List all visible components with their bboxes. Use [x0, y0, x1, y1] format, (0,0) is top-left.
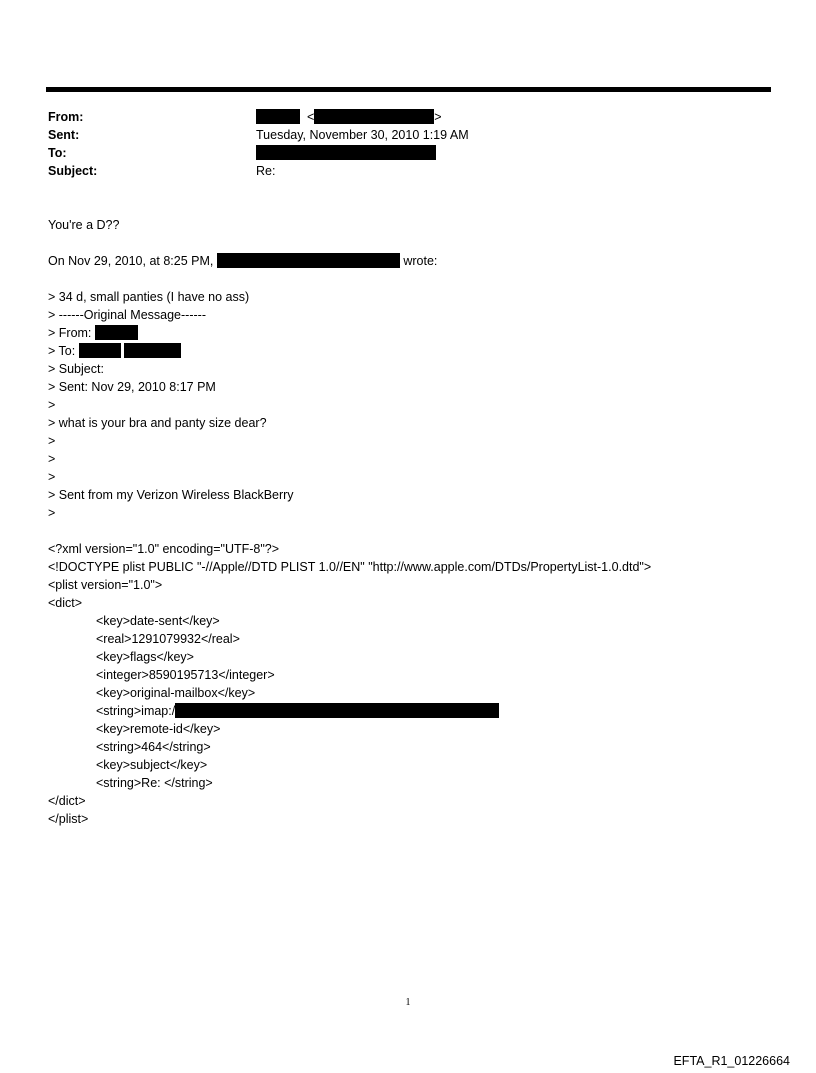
quoted-line: > ------Original Message------ — [48, 308, 206, 322]
plist-line: <key>original-mailbox</key> — [96, 686, 256, 700]
bates-number: EFTA_R1_01226664 — [673, 1054, 790, 1068]
redaction-block — [256, 145, 436, 160]
sent-value: Tuesday, November 30, 2010 1:19 AM — [256, 128, 469, 142]
quoted-line: > — [48, 398, 56, 412]
from-label: From: — [48, 110, 84, 124]
plist-line: <string>Re: </string> — [96, 776, 213, 790]
plist-line: <real>1291079932</real> — [96, 632, 240, 646]
from-value — [256, 109, 442, 125]
plist-line: <dict> — [48, 596, 83, 610]
quote-intro-prefix: On Nov 29, 2010, at 8:25 PM, — [48, 254, 214, 268]
from-gt: > — [434, 110, 442, 124]
quoted-to-prefix: > To: — [48, 344, 76, 358]
quoted-line: > — [48, 470, 56, 484]
subject-label: Subject: — [48, 164, 98, 178]
sent-label: Sent: — [48, 128, 80, 142]
header-rule — [46, 87, 771, 92]
quoted-line: > — [48, 506, 56, 520]
redaction-block — [314, 109, 434, 124]
quoted-from-prefix: > From: — [48, 326, 92, 340]
plist-line: <integer>8590195713</integer> — [96, 668, 275, 682]
plist-line: </plist> — [48, 812, 89, 826]
quoted-line: > Subject: — [48, 362, 104, 376]
quote-intro — [48, 253, 437, 269]
to-label: To: — [48, 146, 67, 160]
plist-line: <!DOCTYPE plist PUBLIC "-//Apple//DTD PLIST 1.0//EN" "http://www.apple.com/DTDs/PropertyList-1.0.dtd"> — [48, 560, 652, 574]
quoted-line: > — [48, 452, 56, 466]
quote-intro-suffix: wrote: — [403, 254, 438, 268]
quoted-to — [48, 343, 181, 359]
imap-prefix: <string>imap:/ — [96, 704, 176, 718]
redaction-block — [79, 343, 121, 358]
quoted-line: > Sent from my Verizon Wireless BlackBerry — [48, 488, 294, 502]
to-value — [256, 145, 436, 161]
plist-line: <?xml version="1.0" encoding="UTF-8"?> — [48, 542, 280, 556]
plist-line: </dict> — [48, 794, 86, 808]
plist-line: <string>464</string> — [96, 740, 211, 754]
quoted-line: > Sent: Nov 29, 2010 8:17 PM — [48, 380, 216, 394]
subject-value: Re: — [256, 164, 276, 178]
plist-imap-line — [96, 703, 499, 719]
plist-line: <key>date-sent</key> — [96, 614, 220, 628]
redaction-block — [95, 325, 138, 340]
reply-text: You're a D?? — [48, 218, 120, 232]
plist-line: <key>remote-id</key> — [96, 722, 221, 736]
page-number: 1 — [405, 997, 411, 1008]
plist-line: <plist version="1.0"> — [48, 578, 163, 592]
redaction-block — [217, 253, 400, 268]
quoted-line: > 34 d, small panties (I have no ass) — [48, 290, 250, 304]
plist-line: <key>subject</key> — [96, 758, 208, 772]
from-lt: < — [306, 110, 315, 124]
redaction-block — [256, 109, 300, 124]
plist-line: <key>flags</key> — [96, 650, 194, 664]
quoted-line: > — [48, 434, 56, 448]
redaction-block — [124, 343, 181, 358]
redaction-block — [175, 703, 499, 718]
quoted-line: > what is your bra and panty size dear? — [48, 416, 267, 430]
quoted-from — [48, 325, 138, 341]
